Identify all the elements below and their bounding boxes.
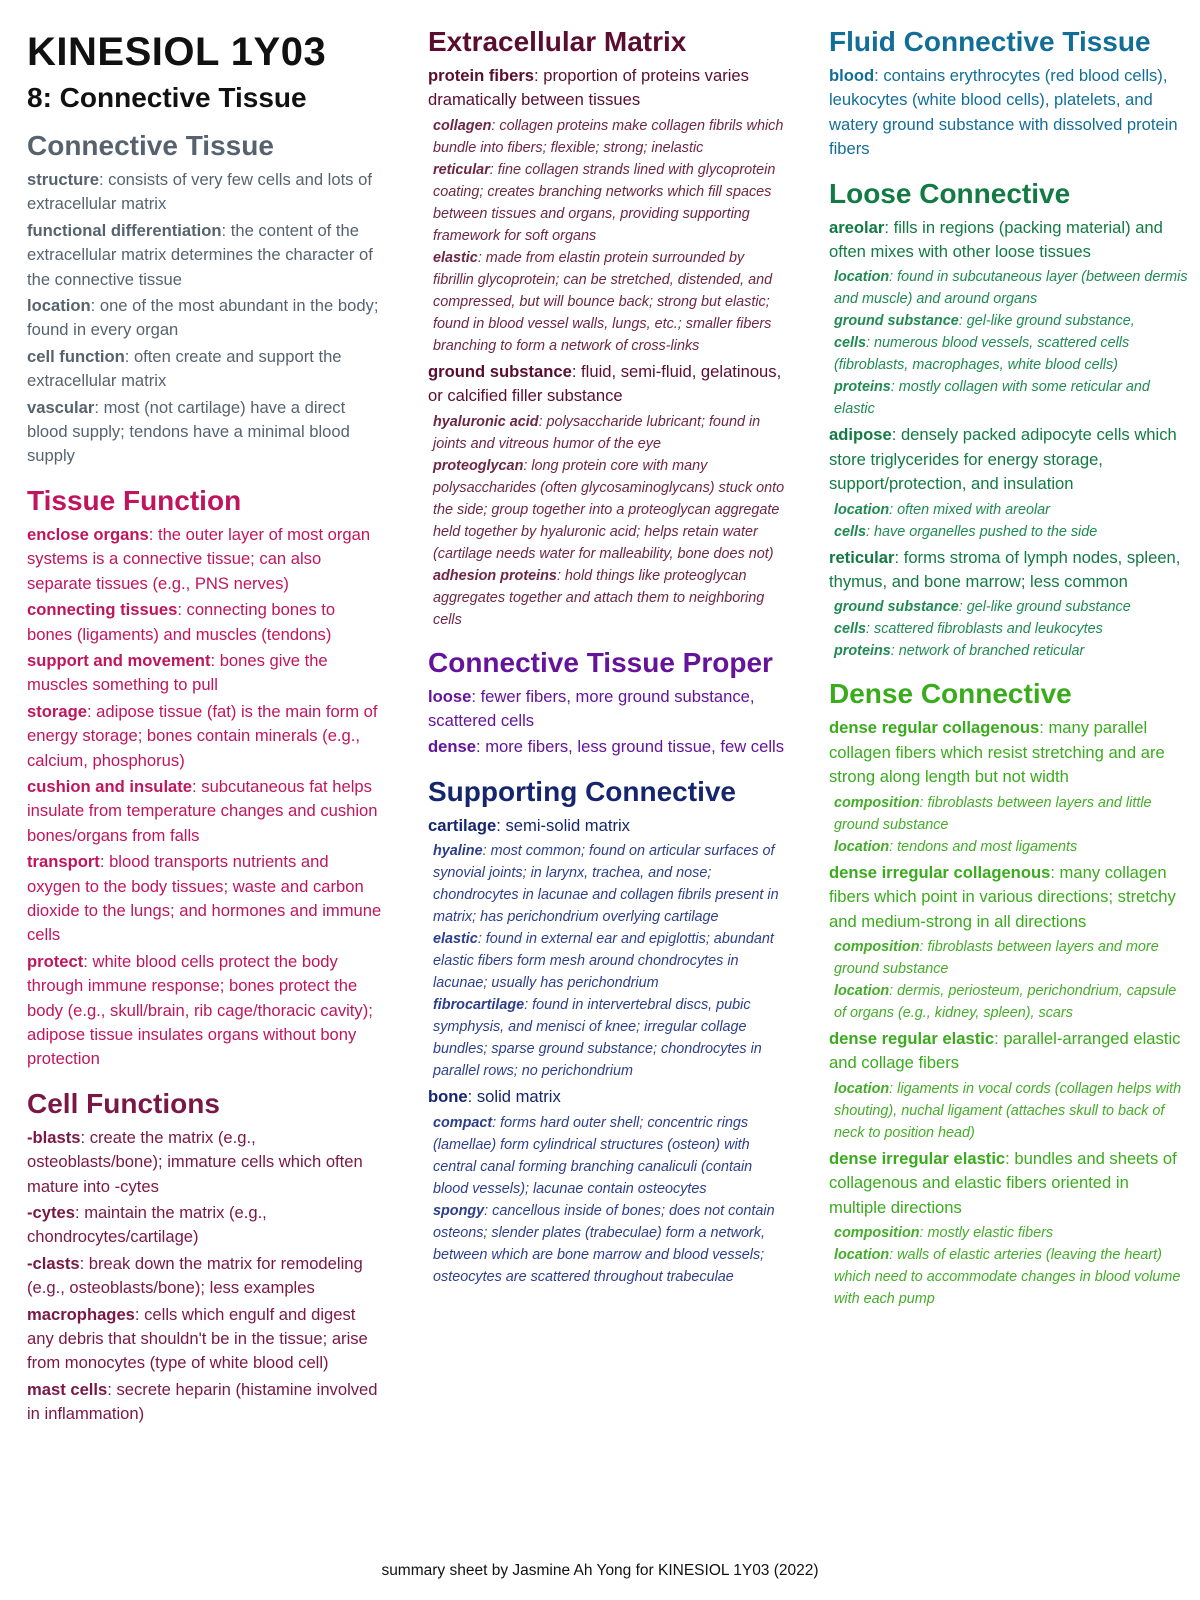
entry	[829, 716, 1189, 789]
entry-term: -clasts	[27, 1253, 80, 1273]
sub-term: spongy	[433, 1202, 485, 1219]
sub-term: cells	[834, 523, 867, 540]
entry-text: : often create and support the extracellular matrix	[27, 346, 342, 391]
entry	[27, 700, 382, 773]
entry-term: mast cells	[27, 1379, 108, 1399]
sub-text: : found in external ear and epiglottis; abundant elastic fibers form mesh around chondrocytes in lacunae; usually has perichondrium	[433, 931, 774, 992]
sub-entry	[834, 618, 1189, 640]
entry-term: ground substance	[428, 361, 572, 381]
entry-term: transport	[27, 852, 100, 872]
entry	[829, 861, 1189, 934]
sub-entry	[834, 836, 1189, 858]
entry-text: : most (not cartilage) have a direct blood supply; tendons have a minimal blood supply	[27, 397, 350, 466]
sub-term: composition	[834, 1224, 920, 1241]
entry	[27, 1201, 382, 1250]
entry	[27, 950, 382, 1072]
sub-text: : fibroblasts between layers and more ground substance	[834, 938, 1159, 977]
sub-entry	[433, 1200, 788, 1288]
page-title: KINESIOL 1Y03	[27, 30, 327, 74]
sub-text: : gel-like ground substance,	[958, 313, 1135, 330]
sub-entry	[433, 928, 788, 994]
sub-term: hyaluronic acid	[433, 413, 539, 430]
section-heading: Fluid Connective Tissue	[829, 26, 1151, 57]
sub-text: : have organelles pushed to the side	[866, 523, 1098, 540]
entry-text: : white blood cells protect the body through immune response; bones protect the body (e.g., skull/brain, rib cage/thoracic cavity); adipose tissue insulates organs without bony protection	[27, 951, 373, 1069]
section-heading: Tissue Function	[27, 484, 242, 516]
entry-text: : cells which engulf and digest any debris that shouldn't be in the tissue; arise from monocytes (type of white blood cell)	[27, 1304, 368, 1373]
sub-term: hyaline	[433, 843, 483, 860]
sub-list	[433, 1112, 788, 1288]
entry	[829, 1147, 1189, 1220]
entry-text: : adipose tissue (fat) is the main form of energy storage; bones contain minerals (e.g., calcium, phosphorus)	[27, 701, 378, 770]
sub-list	[834, 499, 1189, 543]
sub-term: proteins	[834, 643, 891, 660]
entry-term: enclose organs	[27, 524, 149, 544]
sub-text: : gel-like ground substance	[958, 599, 1131, 616]
sub-text: : polysaccharide lubricant; found in joints and vitreous humor of the eye	[433, 413, 761, 452]
sub-term: location	[834, 1246, 890, 1263]
sub-term: reticular	[433, 161, 490, 178]
sub-term: adhesion proteins	[433, 567, 557, 584]
entry	[27, 168, 382, 217]
entry	[27, 219, 382, 292]
sub-list	[433, 411, 788, 631]
entry-term: support and movement	[27, 650, 211, 670]
entry	[27, 396, 382, 469]
sub-list	[834, 266, 1189, 420]
sub-entry	[834, 521, 1189, 543]
entry-term: location	[27, 296, 91, 316]
sub-list	[433, 840, 788, 1082]
sub-text: : hold things like proteoglycan aggregates together and attach them to neighboring cells	[433, 567, 765, 628]
entry-text: : consists of very few cells and lots of extracellular matrix	[27, 170, 372, 214]
sub-list	[834, 1222, 1189, 1310]
entry-term: macrophages	[27, 1304, 135, 1324]
section-heading: Supporting Connective	[428, 775, 736, 807]
sub-term: location	[834, 982, 890, 999]
sub-entry	[433, 247, 788, 357]
entry-term: protein fibers	[428, 66, 535, 85]
sub-text: : scattered fibroblasts and leukocytes	[866, 621, 1103, 638]
entry	[428, 814, 788, 838]
sub-list	[433, 115, 788, 357]
entry	[829, 64, 1189, 162]
entry-term: areolar	[829, 217, 885, 237]
entry-term: blood	[829, 66, 875, 85]
entry-text: : connecting bones to bones (ligaments) and muscles (tendons)	[27, 600, 336, 644]
sub-text: : cancellous inside of bones; does not contain osteons; slender plates (trabeculae) form a network, between which are bone marrow and blood vessels; osteocytes are scattered throughout trabeculae	[433, 1202, 775, 1285]
sub-term: elastic	[433, 249, 478, 266]
entry-text: : fills in regions (packing material) and often mixes with other loose tissues	[829, 217, 1163, 262]
entry-term: cushion and insulate	[27, 776, 193, 796]
sub-term: proteoglycan	[433, 457, 524, 474]
sub-entry	[433, 994, 788, 1082]
sub-text: : fibroblasts between layers and little ground substance	[834, 794, 1152, 833]
entry-text: : subcutaneous fat helps insulate from temperature changes and cushion bones/organs from falls	[27, 776, 378, 845]
entry-text: : blood transports nutrients and oxygen to the body tissues; waste and carbon dioxide to the lungs; and hormones and immune cells	[27, 852, 382, 945]
entry	[27, 523, 382, 596]
entry	[829, 216, 1189, 265]
entry-text: : semi-solid matrix	[496, 815, 630, 835]
entry-text: : proportion of proteins varies dramatically between tissues	[428, 66, 749, 110]
entry-term: reticular	[829, 547, 895, 567]
sub-term: cells	[834, 621, 867, 638]
entry-text: : parallel-arranged elastic and collage fibers	[829, 1028, 1181, 1073]
entry	[27, 649, 382, 698]
entry-text: : maintain the matrix (e.g., chondrocytes/cartilage)	[27, 1203, 267, 1247]
section-heading: Extracellular Matrix	[428, 26, 687, 57]
entry-term: cartilage	[428, 815, 497, 835]
sub-text: : long protein core with many polysaccharides (often glycosaminoglycans) stuck onto the side; group together into a proteoglycan aggregate held together by hyaluronic acid; helps retain water (cartilage needs water for malleability, bone does not)	[433, 457, 785, 562]
entry-text: : solid matrix	[467, 1087, 561, 1107]
entry	[829, 423, 1189, 496]
sub-term: elastic	[433, 931, 478, 948]
entry	[27, 598, 382, 647]
sub-entry	[834, 792, 1189, 836]
sub-text: : mostly collagen with some reticular and elastic	[834, 379, 1150, 418]
entry-term: -blasts	[27, 1127, 81, 1147]
entry-text: : create the matrix (e.g., osteoblasts/bone); immature cells which often mature into -cytes	[27, 1127, 363, 1196]
sub-text: : found in subcutaneous layer (between dermis and muscle) and around organs	[834, 269, 1188, 308]
section-connective-tissue	[27, 128, 382, 469]
sub-text: : made from elastin protein surrounded by fibrillin glycoprotein; can be stretched, distended, and compressed, but will bounce back; strong but elastic; found in blood vessel walls, lungs, etc.; smaller fibers branching to form a network of cross-links	[433, 249, 773, 354]
entry	[428, 735, 788, 759]
sub-entry	[834, 266, 1189, 310]
sub-text: : ligaments in vocal cords (collagen helps with shouting), nuchal ligament (attaches skull to back of neck to position head)	[834, 1080, 1182, 1141]
sub-term: composition	[834, 794, 920, 811]
entry-term: storage	[27, 701, 87, 721]
entry	[27, 850, 382, 948]
entry-text: : bundles and sheets of collagenous and elastic fibers oriented in multiple directions	[829, 1148, 1177, 1217]
entry-term: adipose	[829, 425, 892, 445]
sub-term: compact	[433, 1114, 493, 1131]
entry	[27, 1252, 382, 1301]
entry	[27, 1126, 382, 1199]
entry	[27, 294, 382, 343]
entry	[27, 345, 382, 394]
sub-text: : forms hard outer shell; concentric rings (lamellae) form cylindrical structures (osteon) with central canal forming branching canaliculi (contain blood vessels); lacunae contain osteocytes	[433, 1114, 753, 1197]
sub-term: collagen	[433, 117, 492, 134]
entry-term: structure	[27, 170, 99, 189]
entry-text: : densely packed adipocyte cells which store triglycerides for energy storage, support/protection, and insulation	[829, 425, 1177, 494]
section-fluid-connective	[829, 24, 1189, 162]
sub-entry	[834, 1078, 1189, 1144]
sub-text: : network of branched reticular	[890, 643, 1085, 660]
sub-text: : most common; found on articular surfaces of synovial joints; in larynx, trachea, and nose; chondrocytes in lacunae and collagen fibrils present in matrix; has perichondrium overlying cartilage	[433, 843, 779, 926]
column-right	[829, 20, 1189, 1313]
sub-text: : often mixed with areolar	[889, 501, 1050, 518]
sub-entry	[834, 310, 1189, 332]
sub-list	[834, 596, 1189, 662]
section-supporting-connective	[428, 774, 788, 1288]
sub-list	[834, 792, 1189, 858]
sub-term: proteins	[834, 379, 891, 396]
entry-text: : break down the matrix for remodeling (e.g., osteoblasts/bone); less examples	[27, 1253, 363, 1298]
sub-text: : collagen proteins make collagen fibrils which bundle into fibers; flexible; strong; inelastic	[433, 117, 784, 156]
sub-entry	[834, 1222, 1189, 1244]
entry	[428, 685, 788, 734]
entry	[27, 1303, 382, 1376]
sub-entry	[433, 411, 788, 455]
entry-term: cell function	[27, 346, 125, 366]
section-heading: Dense Connective	[829, 678, 1072, 710]
sub-entry	[834, 640, 1189, 662]
entry	[428, 64, 788, 113]
entry-text: : secrete heparin (histamine involved in inflammation)	[27, 1379, 378, 1424]
sub-term: cells	[834, 335, 867, 352]
entry-term: loose	[428, 686, 472, 706]
section-tissue-function	[27, 483, 382, 1072]
entry	[27, 775, 382, 848]
entry-term: bone	[428, 1087, 468, 1107]
entry	[428, 1085, 788, 1109]
sub-entry	[433, 159, 788, 247]
sub-text: : walls of elastic arteries (leaving the heart) which need to accommodate changes in blood volume with each pump	[834, 1246, 1181, 1307]
sub-term: location	[834, 838, 890, 855]
section-heading: Connective Tissue Proper	[428, 646, 773, 678]
entry-text: : more fibers, less ground tissue, few cells	[475, 737, 784, 757]
sub-text: : tendons and most ligaments	[889, 838, 1078, 855]
sub-term: fibrocartilage	[433, 997, 525, 1014]
section-heading: Cell Functions	[27, 1087, 220, 1119]
sub-text: : dermis, periosteum, perichondrium, capsule of organs (e.g., kidney, spleen), scars	[834, 982, 1177, 1021]
sub-term: composition	[834, 938, 920, 955]
sub-text: : mostly elastic fibers	[919, 1224, 1054, 1241]
section-heading: Connective Tissue	[27, 130, 274, 161]
section-dense-connective	[829, 676, 1189, 1309]
sub-entry	[433, 840, 788, 928]
entry-text: : fluid, semi-fluid, gelatinous, or calcified filler substance	[428, 361, 782, 406]
sub-term: location	[834, 269, 890, 286]
sub-entry	[834, 376, 1189, 420]
entry	[27, 1378, 382, 1427]
page-subtitle: 8: Connective Tissue	[27, 82, 307, 113]
entry-text: : forms stroma of lymph nodes, spleen, thymus, and bone marrow; less common	[829, 547, 1181, 592]
entry-text: : many collagen fibers which point in various directions; stretchy and medium-strong in all directions	[829, 862, 1176, 931]
sub-term: location	[834, 501, 890, 518]
sub-term: location	[834, 1080, 890, 1097]
entry-text: : the content of the extracellular matrix determines the character of the connective tissue	[27, 220, 373, 289]
entry-term: -cytes	[27, 1203, 75, 1223]
sub-entry	[433, 455, 788, 565]
sub-list	[834, 936, 1189, 1024]
sub-entry	[834, 936, 1189, 980]
entry-text: : fewer fibers, more ground substance, scattered cells	[428, 686, 755, 731]
entry	[428, 360, 788, 409]
sub-entry	[834, 980, 1189, 1024]
sub-entry	[834, 596, 1189, 618]
sub-list	[834, 1078, 1189, 1144]
entry-text: : the outer layer of most organ systems is a connective tissue; can also separate tissues (e.g., PNS nerves)	[27, 524, 371, 593]
sub-entry	[433, 115, 788, 159]
column-left	[27, 20, 382, 1429]
sub-entry	[433, 565, 788, 631]
entry-text: : contains erythrocytes (red blood cells), leukocytes (white blood cells), platelets, and watery ground substance with dissolved protein fibers	[829, 66, 1178, 159]
section-heading: Loose Connective	[829, 177, 1071, 209]
entry-text: : many parallel collagen fibers which resist stretching and are strong along length but not width	[829, 718, 1165, 787]
entry-term: dense	[428, 737, 476, 757]
column-middle	[428, 20, 788, 1291]
entry-term: dense irregular elastic	[829, 1148, 1006, 1168]
entry-text: : bones give the muscles something to pull	[27, 650, 328, 695]
sub-entry	[834, 332, 1189, 376]
sub-text: : fine collagen strands lined with glycoprotein coating; creates branching networks which fill spaces between tissues and organs, providing supporting framework for soft organs	[433, 161, 776, 244]
entry	[829, 546, 1189, 595]
sub-term: ground substance	[834, 313, 959, 330]
entry-term: vascular	[27, 397, 95, 417]
entry-text: : one of the most abundant in the body; found in every organ	[27, 296, 379, 340]
section-extracellular-matrix	[428, 24, 788, 631]
entry-term: dense regular elastic	[829, 1028, 995, 1048]
sub-text: : found in intervertebral discs, pubic symphysis, and menisci of knee; irregular collage bundles; sparse ground substance; chondrocytes in parallel rows; no perichondrium	[433, 997, 762, 1080]
entry-term: dense irregular collagenous	[829, 862, 1051, 882]
entry-term: functional differentiation	[27, 220, 222, 240]
footer-credit: summary sheet by Jasmine Ah Yong for KINESIOL 1Y03 (2022)	[381, 1562, 819, 1579]
section-ct-proper	[428, 645, 788, 760]
sub-entry	[433, 1112, 788, 1200]
sub-entry	[834, 1244, 1189, 1310]
sub-entry	[834, 499, 1189, 521]
entry	[829, 1027, 1189, 1076]
entry-term: protect	[27, 951, 84, 971]
sub-term: ground substance	[834, 599, 959, 616]
sub-text: : numerous blood vessels, scattered cells (fibroblasts, macrophages, white blood cells)	[834, 335, 1130, 374]
entry-term: connecting tissues	[27, 600, 178, 620]
section-loose-connective	[829, 176, 1189, 663]
section-cell-functions	[27, 1086, 382, 1427]
entry-term: dense regular collagenous	[829, 718, 1040, 738]
